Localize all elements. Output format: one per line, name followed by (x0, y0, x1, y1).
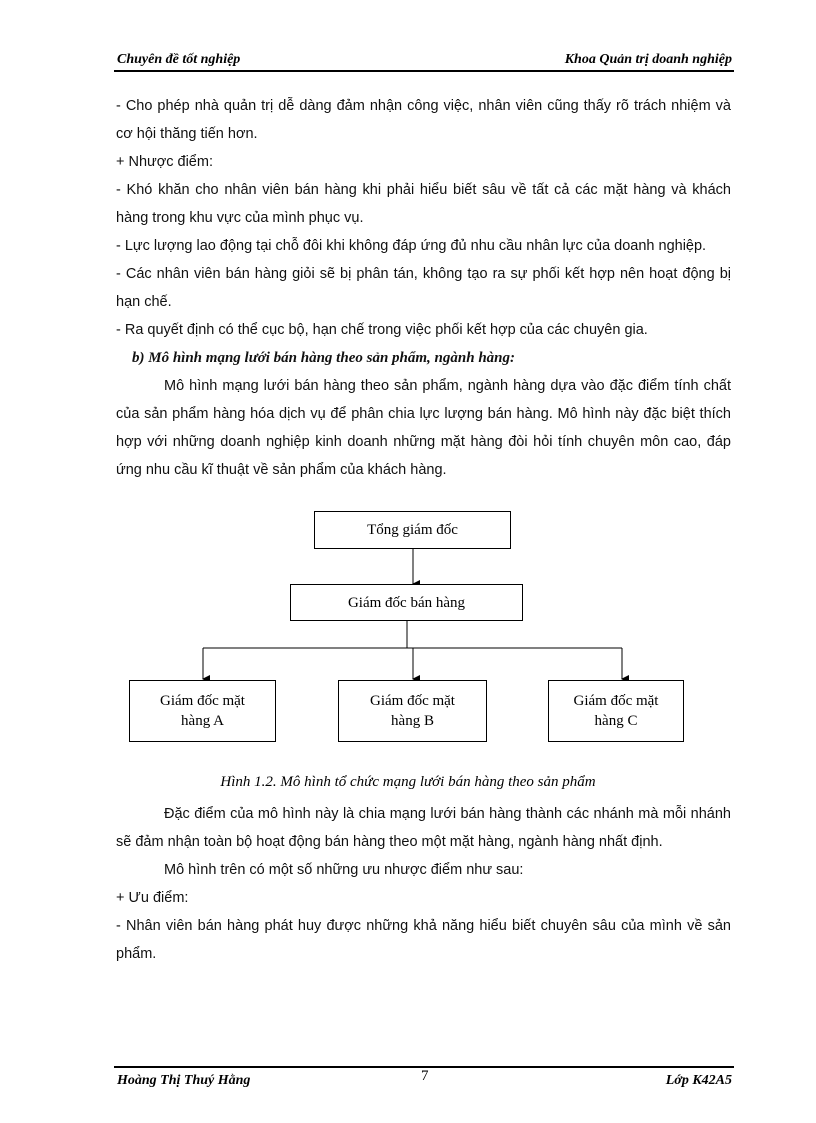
figure-caption: Hình 1.2. Mô hình tổ chức mạng lưới bán hàng theo sản phẩm (220, 774, 596, 790)
footer-author: Hoàng Thị Thuý Hằng (117, 1073, 251, 1088)
box-product-a: Giám đốc mặt hàng A (129, 680, 276, 742)
box-sales-director: Giám đốc bán hàng (290, 584, 523, 621)
paragraph: - Ra quyết định có thể cục bộ, hạn chế trong việc phối kết hợp của các chuyên gia. (116, 322, 648, 338)
box-ceo: Tổng giám đốc (314, 511, 511, 549)
paragraph: - Nhân viên bán hàng phát huy được những khả năng hiểu biết chuyên sâu của mình về sản phẩm. (116, 918, 731, 962)
paragraph: + Nhược điểm: (116, 154, 213, 170)
paragraph: Mô hình mạng lưới bán hàng theo sản phẩm, ngành hàng dựa vào đặc điểm tính chất của sản phẩm hàng hóa dịch vụ để phân chia lực lượng bán hàng. Mô hình này đặc biệt thích hợp với những doanh nghiệp kinh doanh những mặt hàng đòi hỏi tính chuyên môn cao, đáp ứng nhu cầu kĩ thuật về sản phẩm của khách hàng. (116, 378, 731, 478)
header-right: Khoa Quản trị doanh nghiệp (564, 52, 732, 67)
paragraph: - Cho phép nhà quản trị dễ dàng đảm nhận công việc, nhân viên cũng thấy rõ trách nhiệm và cơ hội thăng tiến hơn. (116, 98, 731, 142)
paragraph: - Các nhân viên bán hàng giỏi sẽ bị phân tán, không tạo ra sự phối kết hợp nên hoạt động bị hạn chế. (116, 266, 731, 310)
subheading: b) Mô hình mạng lưới bán hàng theo sản phẩm, ngành hàng: (132, 350, 515, 366)
footer-class: Lớp K42A5 (665, 1073, 732, 1088)
paragraph: - Khó khăn cho nhân viên bán hàng khi phải hiểu biết sâu về tất cả các mặt hàng và khách hàng trong khu vực của mình phục vụ. (116, 182, 731, 226)
body-section-2 (116, 800, 731, 968)
paragraph: - Lực lượng lao động tại chỗ đôi khi không đáp ứng đủ nhu cầu nhân lực của doanh nghiệp. (116, 238, 707, 254)
paragraph: Đặc điểm của mô hình này là chia mạng lưới bán hàng thành các nhánh mà mỗi nhánh sẽ đảm nhận toàn bộ hoạt động bán hàng theo một mặt hàng, ngành hàng nhất định. (116, 806, 731, 850)
box-product-b: Giám đốc mặt hàng B (338, 680, 487, 742)
page-number: 7 (421, 1068, 429, 1084)
header-left: Chuyên đề tốt nghiệp (117, 52, 241, 67)
paragraph: + Ưu điểm: (116, 890, 189, 906)
paragraph: Mô hình trên có một số những ưu nhược điểm như sau: (164, 862, 524, 878)
box-product-c: Giám đốc mặt hàng C (548, 680, 684, 742)
